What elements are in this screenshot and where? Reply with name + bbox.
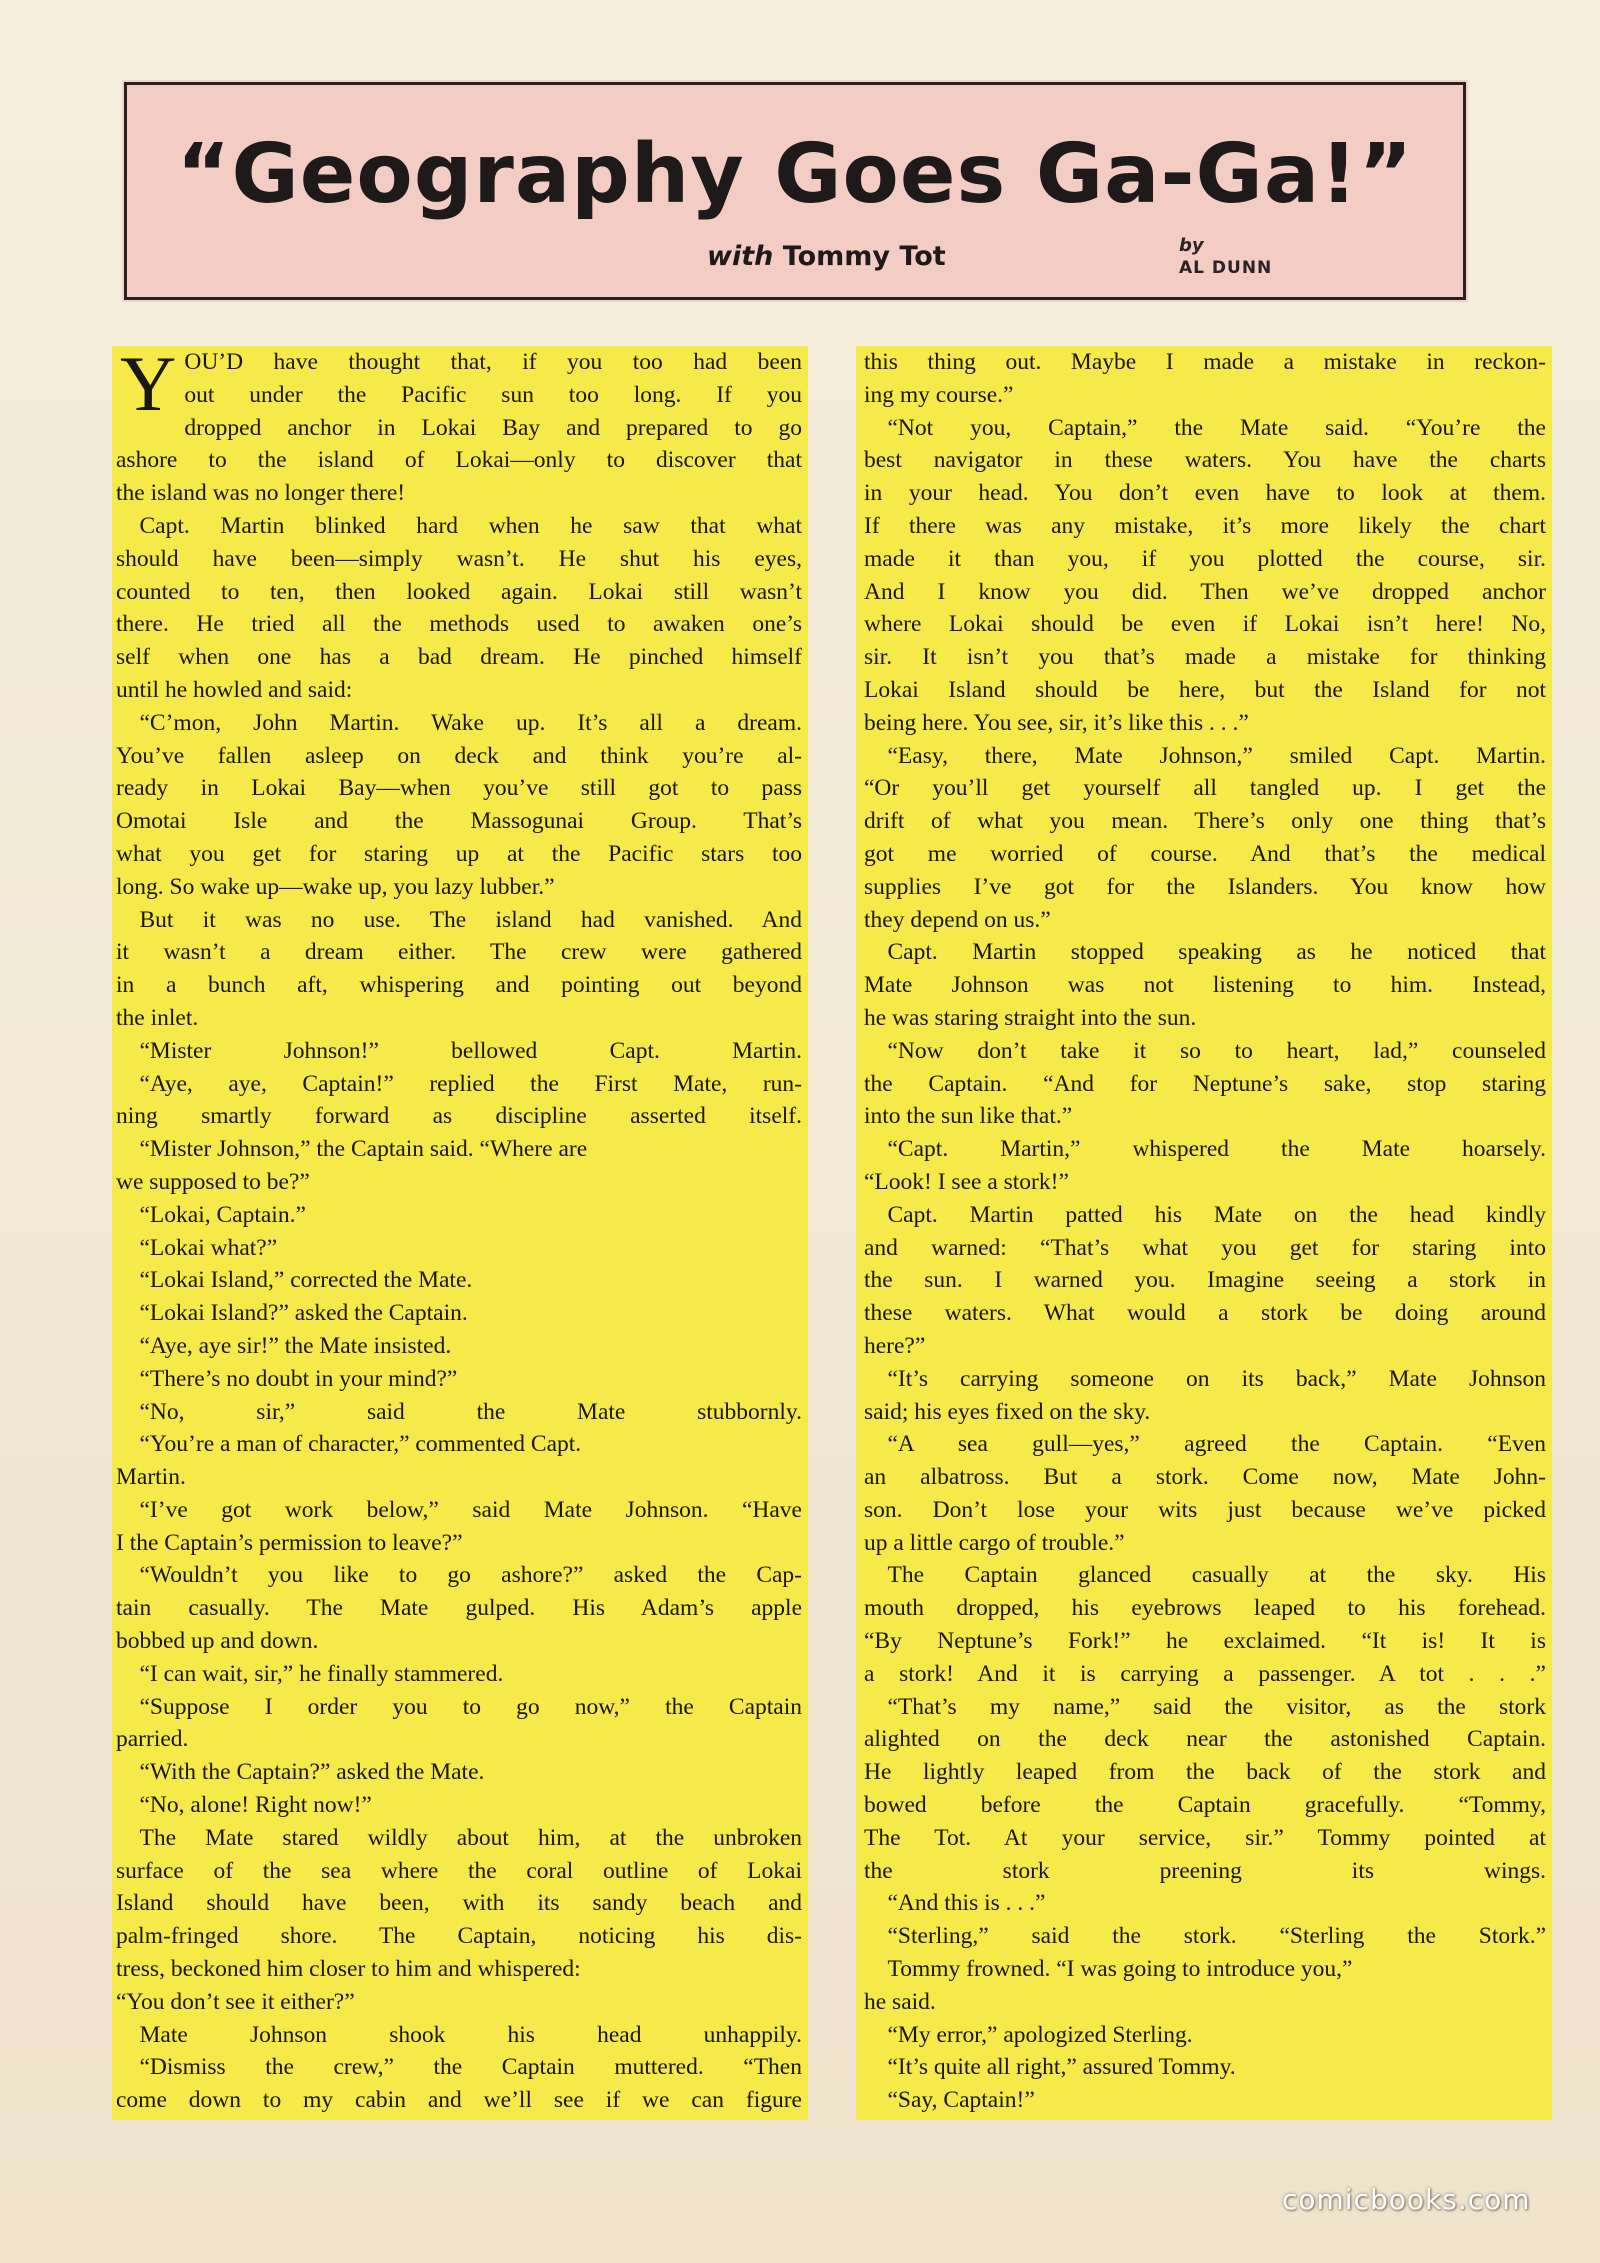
text-line: where Lokai should be even if Lokai isn’t here! No, — [864, 611, 1546, 638]
byline-by: by — [1179, 235, 1204, 256]
text-line: come down to my cabin and we’ll see if we can figure — [116, 2087, 802, 2114]
text-line: drift of what you mean. There’s only one thing that’s — [864, 808, 1546, 835]
text-line: in your head. You don’t even have to look at them. — [864, 480, 1546, 507]
text-line: If there was any mistake, it’s more likely the chart — [864, 512, 1546, 539]
text-line: Island should have been, with its sandy beach and — [116, 1890, 802, 1917]
story-column-left — [112, 346, 808, 2120]
story-opening-lines — [116, 346, 802, 412]
text-line: “C’mon, John Martin. Wake up. It’s all a dream. — [116, 709, 802, 736]
text-line: surface of the sea where the coral outline of Lokai — [116, 1857, 802, 1884]
text-line: “Or you’ll get yourself all tangled up. I get the — [864, 775, 1546, 802]
text-line: self when one has a bad dream. He pinched himself — [116, 644, 802, 671]
text-line: “Sterling,” said the stork. “Sterling the Stork.” — [864, 1923, 1546, 1950]
text-line: “Suppose I order you to go now,” the Captain — [116, 1693, 802, 1720]
text-line: a stork! And it is carrying a passenger. A tot . . .” — [864, 1660, 1546, 1687]
text-line: he was staring straight into the sun. — [864, 1004, 1197, 1031]
text-line: “No, sir,” said the Mate stubbornly. — [116, 1398, 802, 1425]
text-line: out under the Pacific sun too long. If you — [184, 381, 802, 408]
text-line: “Wouldn’t you like to go ashore?” asked the Cap- — [116, 1562, 802, 1589]
text-line: we supposed to be?” — [116, 1168, 310, 1195]
text-line: palm-fringed shore. The Captain, noticing his dis- — [116, 1923, 802, 1950]
text-line: Tommy frowned. “I was going to introduce you,” — [864, 1956, 1353, 1983]
text-line: up a little cargo of trouble.” — [864, 1529, 1125, 1556]
text-line: “You’re a man of character,” commented Capt. — [116, 1431, 582, 1458]
text-line: The Captain glanced casually at the sky. His — [864, 1562, 1546, 1589]
text-line: Capt. Martin stopped speaking as he noticed that — [864, 939, 1546, 966]
text-line: “By Neptune’s Fork!” he exclaimed. “It is! It is — [864, 1628, 1546, 1655]
text-line: mouth dropped, his eyebrows leaped to his forehead. — [864, 1595, 1546, 1622]
text-line: The Mate stared wildly about him, at the unbroken — [116, 1824, 802, 1851]
drop-cap: Y — [120, 346, 177, 427]
text-line: being here. You see, sir, it’s like this . . .” — [864, 709, 1249, 736]
byline — [1179, 235, 1272, 279]
text-line: an albatross. But a stork. Come now, Mate John- — [864, 1464, 1546, 1491]
text-line: “No, alone! Right now!” — [116, 1792, 372, 1819]
text-line: You’ve fallen asleep on deck and think you’re al- — [116, 742, 802, 769]
character-name: Tommy Tot — [782, 241, 946, 272]
text-line: “Lokai what?” — [116, 1234, 278, 1261]
text-line: “Look! I see a stork!” — [864, 1168, 1069, 1195]
text-line: “I’ve got work below,” said Mate Johnson. “Have — [116, 1496, 802, 1523]
text-line: this thing out. Maybe I made a mistake in reckon- — [864, 349, 1546, 375]
text-line: ing my course.” — [864, 381, 1014, 408]
text-line: “That’s my name,” said the visitor, as the stork — [864, 1693, 1546, 1720]
text-line: “With the Captain?” asked the Mate. — [116, 1759, 485, 1786]
text-line: bobbed up and down. — [116, 1628, 319, 1655]
text-line: “Lokai Island,” corrected the Mate. — [116, 1267, 473, 1294]
text-line: should have been—simply wasn’t. He shut his eyes, — [116, 545, 802, 572]
text-line: ready in Lokai Bay—when you’ve still got to pass — [116, 775, 802, 802]
text-line: “There’s no doubt in your mind?” — [116, 1365, 458, 1392]
text-line: “It’s quite all right,” assured Tommy. — [864, 2054, 1236, 2081]
text-line: But it was no use. The island had vanished. And — [116, 906, 802, 933]
text-line: “Aye, aye sir!” the Mate insisted. — [116, 1332, 452, 1359]
text-line: “Not you, Captain,” the Mate said. “You’re the — [864, 414, 1546, 441]
text-line: “And this is . . .” — [864, 1890, 1046, 1917]
text-line: tain casually. The Mate gulped. His Adam’s apple — [116, 1595, 802, 1622]
text-line: tress, beckoned him closer to him and whispered: — [116, 1956, 581, 1983]
text-line: son. Don’t lose your wits just because we’ve picked — [864, 1496, 1546, 1523]
text-line: “I can wait, sir,” he finally stammered. — [116, 1660, 504, 1687]
text-line: and warned: “That’s what you get for staring into — [864, 1234, 1546, 1261]
text-line: dropped anchor in Lokai Bay and prepared to go — [184, 414, 802, 441]
text-line: into the sun like that.” — [864, 1103, 1073, 1130]
text-line: Mate Johnson was not listening to him. Instead, — [864, 972, 1546, 999]
text-line: supplies I’ve got for the Islanders. You know how — [864, 873, 1546, 900]
text-line: “Easy, there, Mate Johnson,” smiled Capt. Martin. — [864, 742, 1546, 769]
text-line: “Say, Captain!” — [864, 2087, 1035, 2114]
author-name: AL DUNN — [1179, 258, 1273, 278]
text-line: The Tot. At your service, sir.” Tommy pointed at — [864, 1824, 1546, 1851]
text-line: Omotai Isle and the Massogunai Group. That’s — [116, 808, 802, 835]
text-line: “Mister Johnson!” bellowed Capt. Martin. — [116, 1037, 802, 1064]
text-line: sir. It isn’t you that’s made a mistake for thinking — [864, 644, 1546, 671]
text-line: “Dismiss the crew,” the Captain muttered. “Then — [116, 2054, 802, 2081]
text-line: OU’D have thought that, if you too had been — [184, 349, 802, 375]
text-line: Martin. — [116, 1464, 186, 1491]
text-line: And I know you did. Then we’ve dropped anchor — [864, 578, 1546, 605]
text-line: “My error,” apologized Sterling. — [864, 2021, 1193, 2048]
text-line: “Lokai, Captain.” — [116, 1201, 306, 1228]
text-line: Capt. Martin patted his Mate on the head kindly — [864, 1201, 1546, 1228]
with-word: with — [707, 241, 774, 272]
text-line: the inlet. — [116, 1004, 199, 1031]
text-line: the stork preening its wings. — [864, 1857, 1546, 1884]
story-title: “Geography Goes Ga-Ga!” — [176, 127, 1414, 222]
text-line: the sun. I warned you. Imagine seeing a stork in — [864, 1267, 1546, 1294]
text-line: the island was no longer there! — [116, 480, 406, 507]
text-line: these waters. What would a stork be doing around — [864, 1300, 1546, 1327]
text-line: Lokai Island should be here, but the Island for not — [864, 676, 1546, 703]
text-line: it wasn’t a dream either. The crew were gathered — [116, 939, 802, 966]
text-line: in a bunch aft, whispering and pointing out beyond — [116, 972, 802, 999]
text-line: best navigator in these waters. You have the charts — [864, 447, 1546, 474]
text-line: said; his eyes fixed on the sky. — [864, 1398, 1151, 1425]
text-line: bowed before the Captain gracefully. “Tommy, — [864, 1792, 1546, 1819]
text-line: here?” — [864, 1332, 926, 1359]
text-line: counted to ten, then looked again. Lokai still wasn’t — [116, 578, 802, 605]
text-line: “A sea gull—yes,” agreed the Captain. “Even — [864, 1431, 1546, 1458]
text-line: I the Captain’s permission to leave?” — [116, 1529, 463, 1556]
text-line: “It’s carrying someone on its back,” Mate Johnson — [864, 1365, 1546, 1392]
text-line: he said. — [864, 1988, 936, 2015]
text-line: “Now don’t take it so to heart, lad,” counseled — [864, 1037, 1546, 1064]
site-watermark: comicbooks.com — [1282, 2183, 1531, 2216]
text-line: ashore to the island of Lokai—only to discover that — [116, 447, 802, 474]
text-line: “You don’t see it either?” — [116, 1988, 355, 2015]
text-line: made it than you, if you plotted the course, sir. — [864, 545, 1546, 572]
story-right-text — [864, 346, 1546, 2117]
text-line: alighted on the deck near the astonished Captain. — [864, 1726, 1546, 1753]
text-line: “Capt. Martin,” whispered the Mate hoarsely. — [864, 1136, 1546, 1163]
text-line: He lightly leaped from the back of the stork and — [864, 1759, 1546, 1786]
title-panel — [124, 82, 1466, 300]
text-line: there. He tried all the methods used to awaken one’s — [116, 611, 802, 638]
text-line: Capt. Martin blinked hard when he saw that what — [116, 512, 802, 539]
text-line: Mate Johnson shook his head unhappily. — [116, 2021, 802, 2048]
story-column-right — [856, 346, 1552, 2120]
text-line: “Mister Johnson,” the Captain said. “Where are — [116, 1136, 588, 1163]
text-line: until he howled and said: — [116, 676, 353, 703]
feature-line — [707, 241, 946, 272]
text-line: got me worried of course. And that’s the medical — [864, 840, 1546, 867]
story-left-text — [116, 412, 802, 2117]
text-line: “Lokai Island?” asked the Captain. — [116, 1300, 468, 1327]
text-line: ning smartly forward as discipline asserted itself. — [116, 1103, 802, 1130]
text-line: long. So wake up—wake up, you lazy lubber.” — [116, 873, 555, 900]
text-line: the Captain. “And for Neptune’s sake, stop staring — [864, 1070, 1546, 1097]
text-line: “Aye, aye, Captain!” replied the First Mate, run- — [116, 1070, 802, 1097]
text-line: parried. — [116, 1726, 189, 1753]
text-line: what you get for staring up at the Pacific stars too — [116, 840, 802, 867]
text-line: they depend on us.” — [864, 906, 1051, 933]
